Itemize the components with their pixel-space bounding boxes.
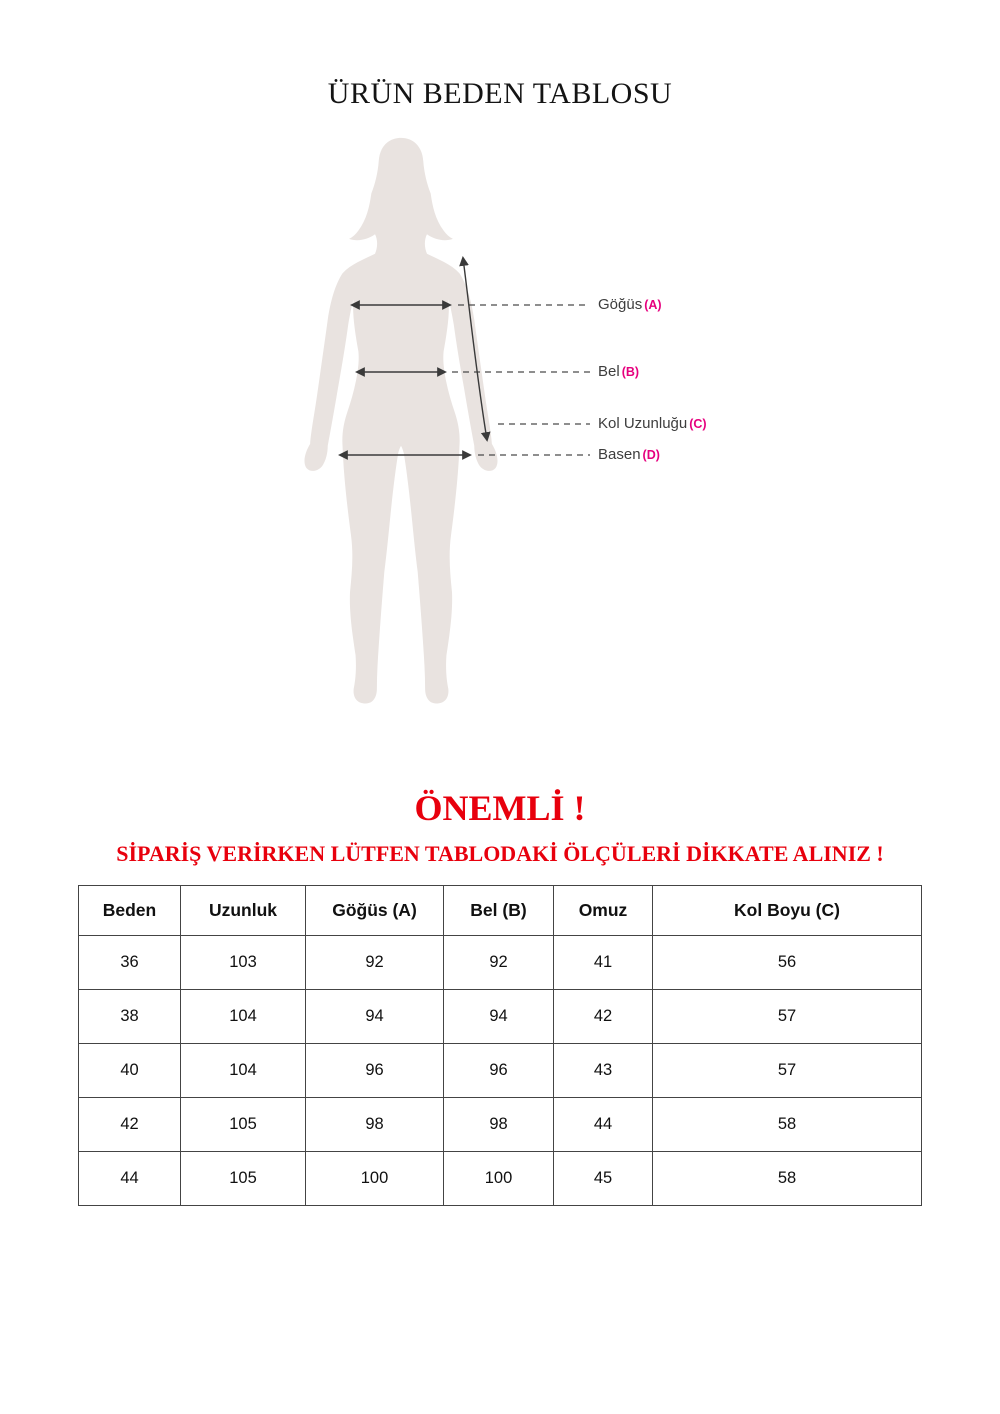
table-cell: 57 [653,989,922,1043]
table-row [79,989,922,1043]
measurement-name: Basen [598,446,641,463]
table-header-row [79,885,922,935]
table-cell: 41 [554,935,653,989]
column-header-bel: Bel (B) [444,885,554,935]
table-cell: 104 [181,989,306,1043]
table-cell: 100 [444,1151,554,1205]
table-cell: 44 [554,1097,653,1151]
table-cell: 56 [653,935,922,989]
table-cell: 105 [181,1097,306,1151]
table-cell: 58 [653,1151,922,1205]
size-table [78,885,922,1206]
page-title: ÜRÜN BEDEN TABLOSU [327,77,673,110]
measurement-label-waist [598,363,639,381]
column-header-uzunluk: Uzunluk [181,885,306,935]
warning-text: SİPARİŞ VERİRKEN LÜTFEN TABLODAKİ ÖLÇÜLERİ DİKKATE ALINIZ ! [116,841,884,867]
column-header-gogus: Göğüs (A) [306,885,444,935]
table-cell: 42 [79,1097,181,1151]
column-header-kol-boyu: Kol Boyu (C) [653,885,922,935]
table-cell: 45 [554,1151,653,1205]
table-cell: 96 [444,1043,554,1097]
silhouette-shape [304,138,497,704]
column-header-omuz: Omuz [554,885,653,935]
table-cell: 92 [306,935,444,989]
table-cell: 94 [444,989,554,1043]
table-cell: 57 [653,1043,922,1097]
measurement-code: (A) [644,298,662,312]
measurement-code: (C) [689,417,707,431]
measurement-name: Bel [598,363,620,380]
female-body-silhouette-icon [299,136,503,748]
important-heading: ÖNEMLİ ! [414,788,586,828]
measurement-code: (D) [642,448,660,462]
table-cell: 103 [181,935,306,989]
figure-section [0,112,1000,754]
table-cell: 42 [554,989,653,1043]
measurement-label-arm-length [598,415,707,433]
table-row [79,1151,922,1205]
table-row [79,1097,922,1151]
table-cell: 44 [79,1151,181,1205]
table-cell: 100 [306,1151,444,1205]
measurement-name: Göğüs [598,296,643,313]
table-cell: 96 [306,1043,444,1097]
table-cell: 40 [79,1043,181,1097]
table-cell: 36 [79,935,181,989]
table-row [79,1043,922,1097]
table-cell: 98 [444,1097,554,1151]
table-cell: 58 [653,1097,922,1151]
measurement-name: Kol Uzunluğu [598,415,688,432]
table-cell: 43 [554,1043,653,1097]
table-cell: 92 [444,935,554,989]
measurement-label-chest [598,296,662,314]
measurement-code: (B) [621,365,640,379]
table-cell: 105 [181,1151,306,1205]
table-cell: 104 [181,1043,306,1097]
measurement-label-hips [598,446,660,464]
table-cell: 94 [306,989,444,1043]
table-cell: 98 [306,1097,444,1151]
column-header-beden: Beden [79,885,181,935]
table-cell: 38 [79,989,181,1043]
table-row [79,935,922,989]
